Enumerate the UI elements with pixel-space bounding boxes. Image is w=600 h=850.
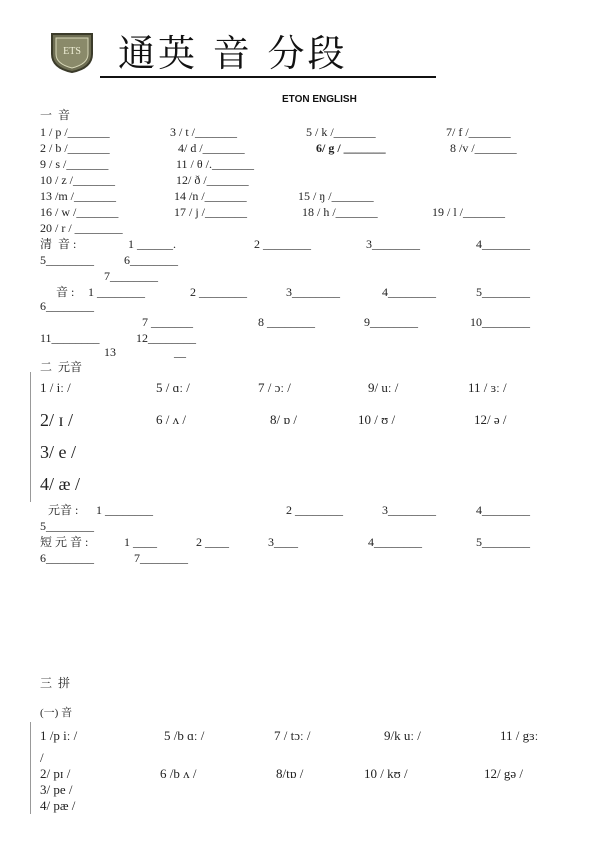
vowel-cell: 6 / ʌ / xyxy=(156,412,186,427)
consonant-cell: 18 / h /_______ xyxy=(302,205,378,219)
blend-cell: 6 /b ʌ / xyxy=(160,766,197,781)
answer-blank: 12________ xyxy=(136,331,196,345)
blend-cell: 4/ pæ / xyxy=(40,798,76,813)
blend-cell: 7 / tɔː / xyxy=(274,728,311,743)
answer-blank: 8 ________ xyxy=(258,315,315,329)
section1-heading: 一 音 xyxy=(40,108,71,122)
answer-blank: 3________ xyxy=(382,503,436,517)
answer-blank: 5________ xyxy=(476,285,530,299)
short-vowel-label: 短 元 音 : xyxy=(40,535,89,549)
answer-blank: 3________ xyxy=(286,285,340,299)
answer-blank: 7 _______ xyxy=(142,315,193,329)
answer-blank: 4________ xyxy=(476,237,530,251)
section2-heading: 二 元音 xyxy=(40,360,83,374)
blend-cell: 2/ pɪ / xyxy=(40,766,71,781)
vowel-cell: 1 / iː / xyxy=(40,380,71,395)
answer-blank: 4________ xyxy=(476,503,530,517)
consonant-cell: 9 / s /_______ xyxy=(40,157,109,171)
consonant-cell: 16 / w /_______ xyxy=(40,205,119,219)
page-title: 通英 音 分段 xyxy=(100,32,436,78)
consonant-cell: 4/ d /_______ xyxy=(178,141,245,155)
answer-blank: 6________ xyxy=(40,551,94,565)
consonant-cell: 19 / l /_______ xyxy=(432,205,506,219)
blend-cell: / xyxy=(40,750,44,765)
consonant-cell: 8 /v /_______ xyxy=(450,141,517,155)
blend-cell: 3/ pe / xyxy=(40,782,73,797)
blend-cell: 10 / kʊ / xyxy=(364,766,408,781)
consonant-cell: 2 / b /_______ xyxy=(40,141,110,155)
answer-blank: 7________ xyxy=(134,551,188,565)
answer-blank: 1 ________ xyxy=(88,285,145,299)
answer-blank: 5________ xyxy=(40,253,94,267)
ets-logo xyxy=(48,30,96,74)
answer-blank: 1 ________ xyxy=(96,503,153,517)
consonant-cell: 13 /m /_______ xyxy=(40,189,117,203)
answer-blank: 2 ________ xyxy=(190,285,247,299)
consonant-cell: 6/ g / _______ xyxy=(316,141,386,155)
vowel-cell: 12/ ə / xyxy=(474,412,507,427)
blend-cell: 12/ gə / xyxy=(484,766,523,781)
section3-subheading: (一) 音 xyxy=(40,707,73,719)
consonant-cell: 10 / z /_______ xyxy=(40,173,115,187)
section3-heading: 三 拼 xyxy=(40,676,71,690)
answer-blank: 5________ xyxy=(40,519,94,533)
vowel-cell: 7 / ɔː / xyxy=(258,380,291,395)
answer-blank: 10________ xyxy=(470,315,530,329)
answer-blank: 11________ xyxy=(40,331,100,345)
voiceless-label: 清 音 : xyxy=(40,237,77,251)
consonant-cell: 1 / p /_______ xyxy=(40,125,110,139)
answer-blank: 4________ xyxy=(382,285,436,299)
svg-text:ETS: ETS xyxy=(63,46,81,57)
long-vowel-label: 元音 : xyxy=(48,503,79,517)
subtitle: ETON ENGLISH xyxy=(282,94,357,105)
answer-blank: 3________ xyxy=(366,237,420,251)
blend-cell: 8/tɒ / xyxy=(276,766,304,781)
vowel-cell: 3/ e / xyxy=(40,442,76,462)
answer-blank: __ xyxy=(174,345,186,359)
vowel-cell: 2/ ɪ / xyxy=(40,410,74,430)
blend-cell: 1 /p iː / xyxy=(40,728,78,743)
answer-blank: 6________ xyxy=(124,253,178,267)
answer-blank: 2 ________ xyxy=(254,237,311,251)
vowel-cell: 10 / ʊ / xyxy=(358,412,396,427)
vowel-cell: 11 / ɜː / xyxy=(468,380,507,395)
answer-blank: 13 xyxy=(104,345,116,359)
answer-blank: 2 ________ xyxy=(286,503,343,517)
vowel-cell: 4/ æ / xyxy=(40,474,81,494)
consonant-cell: 15 / ŋ /_______ xyxy=(298,189,374,203)
blend-cell: 11 / gɜː xyxy=(500,728,539,743)
consonant-cell: 14 /n /_______ xyxy=(174,189,247,203)
vowel-cell: 8/ ɒ / xyxy=(270,412,298,427)
consonant-cell: 17 / j /_______ xyxy=(174,205,248,219)
answer-blank: 2 ____ xyxy=(196,535,229,549)
consonant-cell: 12/ ð /_______ xyxy=(176,173,249,187)
blend-cell: 5 /b ɑː / xyxy=(164,728,205,743)
answer-blank: 9________ xyxy=(364,315,418,329)
answer-blank: 3____ xyxy=(268,535,298,549)
answer-blank: 1 ______. xyxy=(128,237,176,251)
blend-cell: 9/k uː / xyxy=(384,728,421,743)
consonant-cell: 20 / r / ________ xyxy=(40,221,123,235)
voiced-label: 音 : xyxy=(56,285,75,299)
consonant-cell: 5 / k /_______ xyxy=(306,125,376,139)
consonant-cell: 3 / t /_______ xyxy=(170,125,238,139)
answer-blank: 5________ xyxy=(476,535,530,549)
margin-line xyxy=(30,722,31,814)
consonant-cell: 7/ f /_______ xyxy=(446,125,511,139)
answer-blank: 6________ xyxy=(40,299,94,313)
consonant-cell: 11 / θ /._______ xyxy=(176,157,254,171)
answer-blank: 1 ____ xyxy=(124,535,157,549)
vowel-cell: 5 / ɑː / xyxy=(156,380,190,395)
margin-line xyxy=(30,372,31,502)
answer-blank: 4________ xyxy=(368,535,422,549)
vowel-cell: 9/ uː / xyxy=(368,380,399,395)
answer-blank: 7________ xyxy=(104,269,158,283)
